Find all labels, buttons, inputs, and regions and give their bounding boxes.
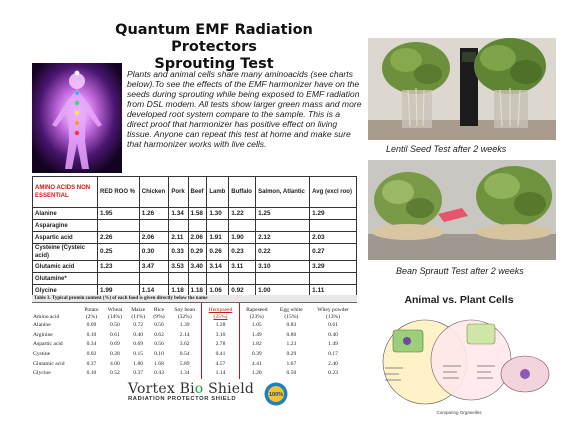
lentil-seed-photo <box>368 38 556 140</box>
cell: 0.61 <box>110 331 120 338</box>
table-caption: Table 3. Typical protein content (%) of each food is given directly below the name <box>32 295 357 303</box>
cell: 1.67 <box>286 360 297 367</box>
brand-name-part: Vortex Bi <box>128 381 195 397</box>
header-pct: (14%) <box>107 314 122 320</box>
cell: 4.57 <box>201 359 239 369</box>
table-row <box>32 359 357 369</box>
cell: 0.29 <box>188 244 207 261</box>
cell: 0.61 <box>328 322 338 329</box>
cell: 0.28 <box>110 351 120 358</box>
cell <box>207 273 229 285</box>
cell: 1.34 <box>179 370 190 377</box>
row-label: Cystine <box>33 351 51 358</box>
cell: 3.11 <box>229 261 256 273</box>
cell: 0.23 <box>229 244 256 261</box>
cell: 0.10 <box>154 351 164 358</box>
table-header: AMINO ACIDS NON ESSENTIAL <box>33 177 98 208</box>
cell: 1.49 <box>328 341 338 348</box>
cell: 1.23 <box>98 261 140 273</box>
bean-caption: Bean Sprautt Test after 2 weeks <box>396 266 524 276</box>
cell <box>188 220 207 232</box>
cell: 0.56 <box>154 322 164 329</box>
cell: 0.41 <box>201 350 239 360</box>
cell: 0.27 <box>310 244 357 261</box>
cell: 1.49 <box>251 331 262 338</box>
header-name: Soy bean <box>174 307 196 313</box>
header-name: Amino acid <box>33 314 60 320</box>
row-label: Glutamic acid <box>33 360 65 367</box>
cell <box>139 220 169 232</box>
cell: 4.00 <box>110 360 120 367</box>
cell: 0.33 <box>169 244 188 261</box>
cell: 1.28 <box>201 321 239 331</box>
cell: 2.06 <box>188 232 207 244</box>
cell: 1.39 <box>179 322 190 329</box>
cell <box>139 273 169 285</box>
cell: 1.80 <box>133 360 144 367</box>
cell: 3.10 <box>201 331 239 341</box>
cell: 0.92 <box>229 285 256 297</box>
table-header: Pork <box>169 177 188 208</box>
cell: 1.23 <box>286 341 297 348</box>
table-row <box>33 244 357 261</box>
cell: 3.47 <box>139 261 169 273</box>
animal-vs-plant-cells-diagram <box>363 290 555 418</box>
cell: 1.30 <box>207 208 229 220</box>
intro-paragraph: Plants and animal cells share many aminoacids (see charts below).To see the effects of the EMF harmonizer have on the seeds during sprouting while being exposed to EMF radiation from DSL modem. All tests show larger green mass and more developed root system compare to the sample. This is a direct proof that harmonizer has positive effect on living tissue. Anyone can repeat this test at home and make sure that harmonizer works with live cells. <box>127 69 362 149</box>
cell <box>188 273 207 285</box>
cell: 1.11 <box>310 285 357 297</box>
brand-tagline: RADIATION PROTECTOR SHIELD <box>128 396 237 402</box>
cell: 2.26 <box>98 232 140 244</box>
table-row <box>32 321 357 331</box>
cell: 1.06 <box>207 285 229 297</box>
human-aura-figure <box>32 63 122 173</box>
guarantee-seal-icon <box>264 382 288 406</box>
brand-name <box>128 381 278 397</box>
lentil-caption: Lentil Seed Test after 2 weeks <box>386 144 507 154</box>
row-label: Alanine <box>33 322 51 329</box>
cell <box>98 273 140 285</box>
header-pct: (32%) <box>177 314 192 320</box>
cell: 3.10 <box>256 261 310 273</box>
row-label: Glycine <box>33 285 98 297</box>
cell <box>256 273 310 285</box>
cell: 0.22 <box>256 244 310 261</box>
table-header: Salmon, Atlantic <box>256 177 310 208</box>
table-header-row <box>32 303 357 321</box>
amino-acid-table <box>32 176 357 297</box>
table-header: Buffalo <box>229 177 256 208</box>
cell: 1.34 <box>169 208 188 220</box>
table-row <box>32 340 357 350</box>
cell: 2.03 <box>310 232 357 244</box>
title-line-2: Sprouting Test <box>154 56 274 72</box>
header-name: Egg white <box>279 307 303 313</box>
cell: 1.91 <box>207 232 229 244</box>
table-header: Beef <box>188 177 207 208</box>
cell: 1.29 <box>310 208 357 220</box>
cell: 0.50 <box>286 370 297 377</box>
cell: 1.14 <box>139 285 169 297</box>
diagram-title: Animal vs. Plant Cells <box>404 294 514 306</box>
cell: 3.53 <box>169 261 188 273</box>
table-header: Avg (excl roo) <box>310 177 357 208</box>
cell: 0.69 <box>133 341 144 348</box>
table-row <box>32 369 357 379</box>
cell: 0.83 <box>286 322 297 329</box>
cell: 1.99 <box>98 285 140 297</box>
table-row <box>33 208 357 220</box>
cell: 1.22 <box>229 208 256 220</box>
bean-sprout-photo <box>368 160 556 260</box>
cell: 1.90 <box>229 232 256 244</box>
table-header <box>274 303 309 321</box>
cell: 3.29 <box>310 261 357 273</box>
row-label: Aspartic acid <box>33 341 63 348</box>
cell: 1.26 <box>139 208 169 220</box>
cell: 3.40 <box>188 261 207 273</box>
cell: 0.34 <box>86 341 97 348</box>
cell: 4.41 <box>251 360 262 367</box>
cell: 0.72 <box>133 322 144 329</box>
cell: 0.69 <box>110 341 120 348</box>
brand-logo <box>128 381 278 402</box>
cell: 0.09 <box>86 322 97 329</box>
table-header: RED ROO % <box>98 177 140 208</box>
cell: 0.10 <box>86 370 97 377</box>
table-row <box>32 350 357 360</box>
cell: 1.00 <box>256 285 310 297</box>
table-row <box>33 261 357 273</box>
row-label: Glycine <box>33 370 51 377</box>
cell: 0.43 <box>154 370 164 377</box>
table-header-hempseed <box>201 303 239 321</box>
diagram-subtitle: Comparing Organelles <box>436 410 482 415</box>
cell: 0.50 <box>110 322 120 329</box>
cell: 0.15 <box>133 351 144 358</box>
brand-name-part: Shield <box>203 381 255 397</box>
infographic <box>30 18 558 423</box>
row-label: Glutamic acid <box>33 261 98 273</box>
cell: 1.82 <box>251 341 262 348</box>
header-name: Rice <box>153 307 165 313</box>
cell: 0.62 <box>154 331 164 338</box>
cell: 1.95 <box>98 208 140 220</box>
header-pct: (2%) <box>85 314 98 320</box>
cell: 1.18 <box>188 285 207 297</box>
header-name: Wheat <box>107 307 123 313</box>
table-header <box>150 303 169 321</box>
row-label: Asparagine <box>33 220 98 232</box>
table-header <box>127 303 150 321</box>
cell: 1.20 <box>251 370 262 377</box>
protein-content-table <box>32 295 357 379</box>
cell: 2.14 <box>179 331 190 338</box>
cell <box>229 220 256 232</box>
table-header-row <box>33 177 357 208</box>
row-label: Arginine <box>33 331 53 338</box>
cell: 0.40 <box>328 331 338 338</box>
cell: 2.06 <box>139 232 169 244</box>
cell: 1.14 <box>201 369 239 379</box>
row-label: Cysteine (Cysteic acid) <box>33 244 98 261</box>
cell: 3.62 <box>179 341 190 348</box>
cell <box>310 220 357 232</box>
table-header <box>32 303 80 321</box>
cell: 0.23 <box>328 370 338 377</box>
header-pct: (15%) <box>284 314 299 320</box>
cell: 0.29 <box>286 351 297 358</box>
header-pct: (25%) <box>213 314 228 320</box>
table-row <box>33 220 357 232</box>
row-label: Alanine <box>33 208 98 220</box>
cell <box>98 220 140 232</box>
cell: 1.25 <box>256 208 310 220</box>
table-row <box>33 232 357 244</box>
table-header: Chicken <box>139 177 169 208</box>
cell <box>207 220 229 232</box>
cell: 0.37 <box>133 370 144 377</box>
row-label: Glutamine* <box>33 273 98 285</box>
cell <box>169 220 188 232</box>
cell: 0.80 <box>286 331 297 338</box>
cell: 1.18 <box>169 285 188 297</box>
title-line-1: Quantum EMF Radiation Protectors <box>115 22 313 55</box>
header-name: Whey powder <box>317 307 349 313</box>
header-name: Hempseed <box>208 307 233 313</box>
table-header <box>168 303 201 321</box>
cell: 2.11 <box>169 232 188 244</box>
cell: 0.02 <box>86 351 97 358</box>
cell <box>310 273 357 285</box>
header-pct: (23%) <box>249 314 264 320</box>
header-name: Potato <box>84 307 99 313</box>
table-header <box>103 303 127 321</box>
cell: 0.56 <box>154 341 164 348</box>
cell: 0.52 <box>110 370 120 377</box>
table-header <box>309 303 357 321</box>
cell: 3.14 <box>207 261 229 273</box>
cell: 0.30 <box>139 244 169 261</box>
cell: 2.78 <box>201 340 239 350</box>
header-name: Maize <box>131 307 146 313</box>
cell: 0.54 <box>179 351 190 358</box>
cell <box>256 220 310 232</box>
header-pct: (9%) <box>153 314 165 320</box>
table-header <box>239 303 273 321</box>
svg-text:100%: 100% <box>268 392 284 398</box>
cell: 1.05 <box>251 322 262 329</box>
header-pct: (11%) <box>131 314 146 320</box>
table-header: Lamb <box>207 177 229 208</box>
cell: 2.40 <box>328 360 338 367</box>
header-pct: (13%) <box>326 314 341 320</box>
cell: 0.25 <box>98 244 140 261</box>
header-name: Rapeseed <box>246 307 268 313</box>
cell: 0.39 <box>251 351 262 358</box>
row-label: Aspartic acid <box>33 232 98 244</box>
cell: 1.68 <box>154 360 164 367</box>
brand-name-accent: o <box>194 381 204 397</box>
cell: 0.10 <box>86 331 97 338</box>
cell <box>229 273 256 285</box>
table-row <box>32 331 357 341</box>
cell: 0.17 <box>328 351 338 358</box>
cell: 5.89 <box>179 360 190 367</box>
venn-diagram-icon <box>363 290 555 418</box>
cell: 2.12 <box>256 232 310 244</box>
cell <box>169 273 188 285</box>
cell: 0.37 <box>86 360 97 367</box>
table-row <box>33 273 357 285</box>
table-header <box>80 303 103 321</box>
cell: 0.26 <box>207 244 229 261</box>
cell: 0.40 <box>133 331 144 338</box>
cell: 1.58 <box>188 208 207 220</box>
